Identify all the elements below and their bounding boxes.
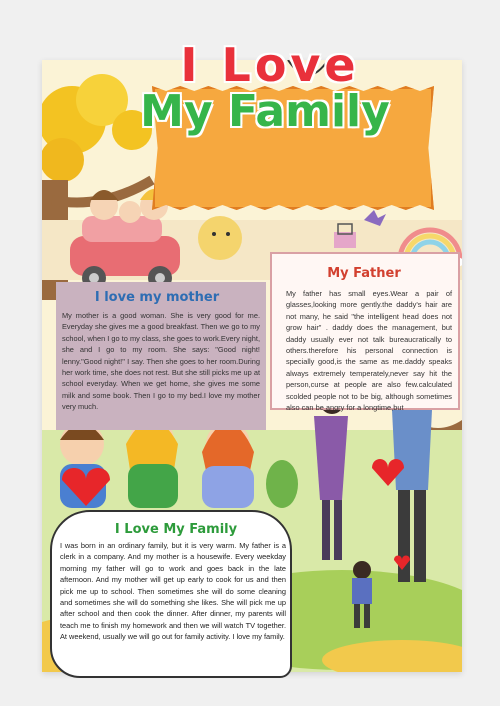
father-text: My father has small eyes.Wear a pair of glasses,looking more gently.the daddy's hair are not many, he said "the intelligent head does not grow hair" . daddy does the management, but daddy usually ever not talk bureaucratically to others.therefore his personal connection is specially good,is the same as me.daddy speaks always extremely temperately,never say hit the person,curse at people are also few.calculated scolded people not to be big, although sometimes also can be angry for a longtime,but — [286, 289, 452, 413]
mother-text: My mother is a good woman. She is very good for me. Everyday she gives me a good breakfast. Then we go to my school, when I go to my class, she goes to work.Every night, she and I go to my room. She says: "Good night! lenny."Good night!" I say. Then she goes to her room.During her work time, she does not rest. But she still picks me up at school everyday. When we get home, she gives me some milk and some book. Then I go to my bed.I love my mother very much. — [62, 311, 260, 412]
title-line1: I Love — [180, 38, 360, 92]
mother-heading: I love my mother — [94, 290, 220, 305]
family-text: I was born in an ordinary family, but it is very warm. My father is a clerk in a company. And my mother is a housewife. Every weekday morning my father will go to work and goes back in the late afternoon. And my mother will get up early to cook for us and then pick me up to school. Then sometimes she will do some cleaning and sometimes she will do something she likes. She will pick me up after school and then cook the dinner. After dinner, my parents will teach me to finish my homework and then we will watch TV together. At weekend, usually we will go out for family activity. I love my family. — [60, 541, 286, 642]
title-line2: My Family — [140, 86, 390, 137]
father-heading: My Father — [327, 266, 401, 281]
family-heading: I Love My Family — [114, 522, 238, 537]
